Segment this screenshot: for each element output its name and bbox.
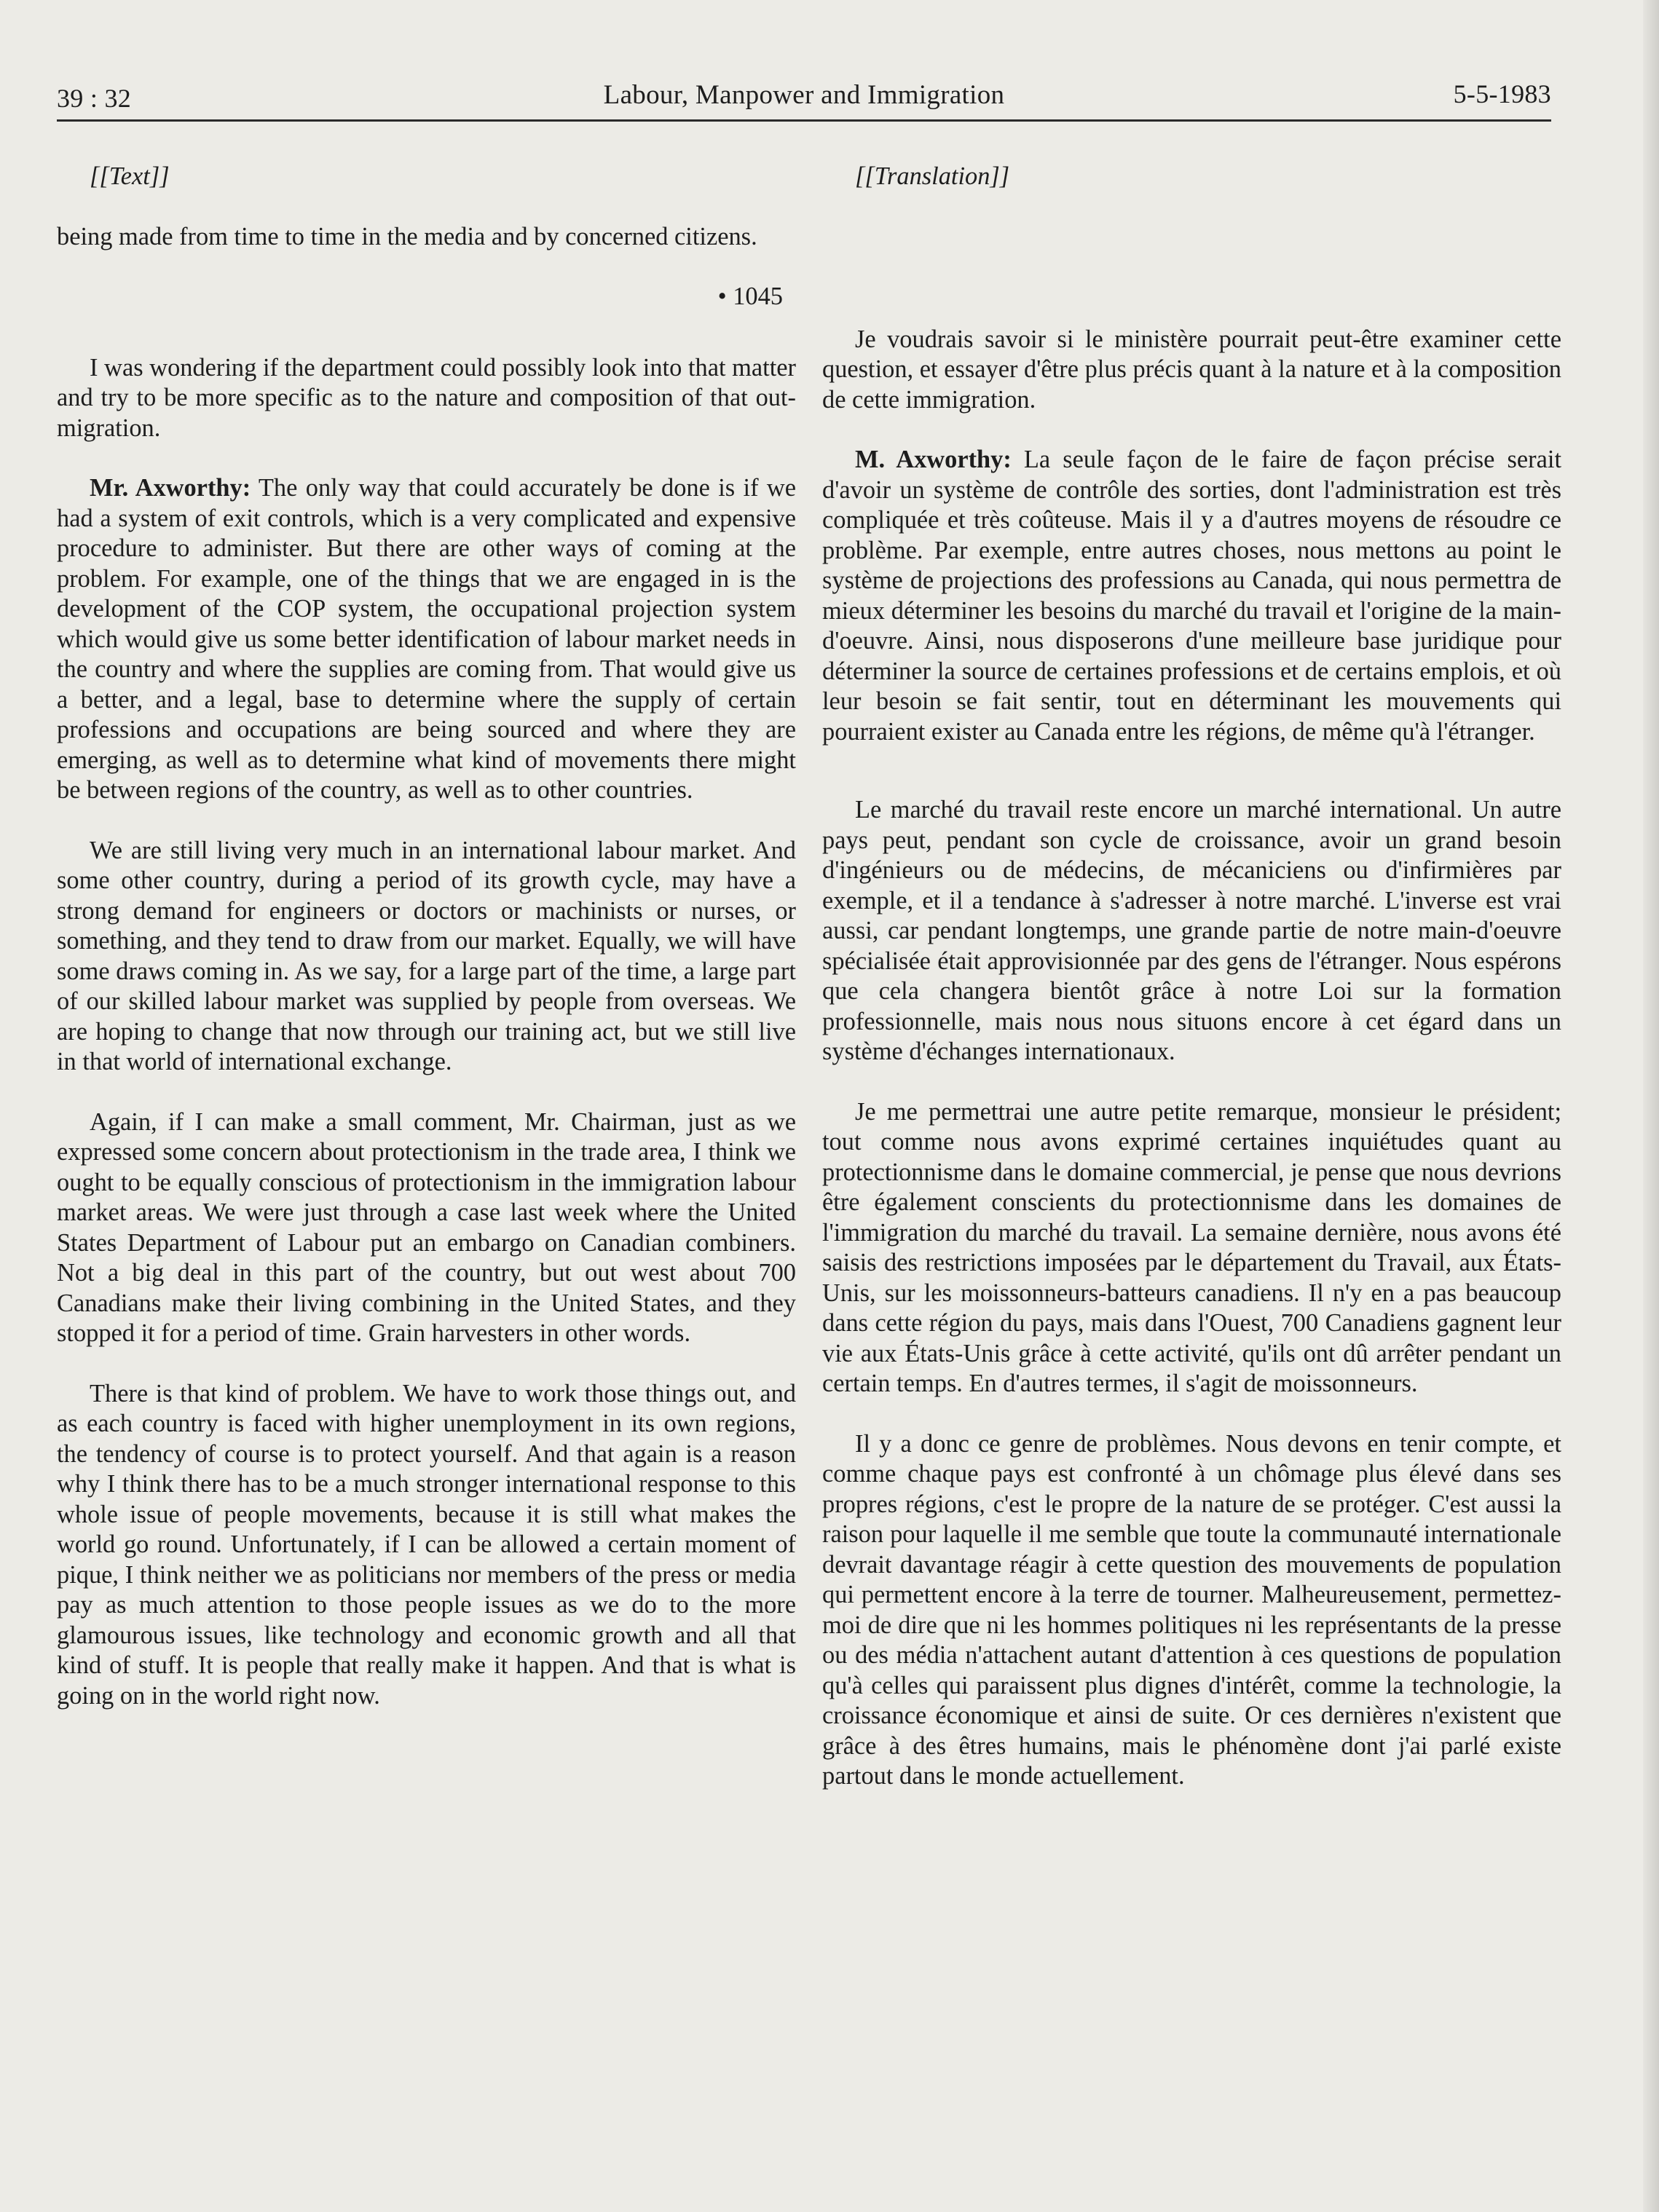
text-marker: [[Text]] [90,162,170,190]
running-header [57,77,1551,122]
header-date: 5-5-1983 [1453,79,1551,108]
paragraph: We are still living very much in an international labour market. And some other country, during a period of its growth cycle, may have a strong demand for engineers or doctors or machinists or nurses, or something, and they tend to draw from our market. Equally, we will have some draws coming in. As we say, for a large part of the time, a large part of our skilled labour market was supplied by people from overseas. We are hoping to change that now through our training act, but we still live in that world of international exchange. [57,836,796,1075]
french-column [822,162,1561,1822]
text-marker-label: [Text] [99,162,160,190]
paragraph-axworthy [822,445,1561,747]
paragraph: Le marché du travail reste encore un marché international. Un autre pays peut, pendant son cycle de croissance, avoir un grand besoin d'ingénieurs ou de médecins, de mécaniciens ou d'infirmières par exemple, et il a tendance à s'adresser à notre marché. L'inverse est vrai aussi, car pendant longtemps, une grande partie de notre main-d'oeuvre spécialisée était approvisionnée par des gens de l'étranger. Nous espérons que cela changera bientôt grâce à notre Loi sur la formation professionnelle, mais nous nous situons encore à cet égard dans un système d'échanges internationaux. [822,796,1561,1065]
speaker-name: M. Axworthy: [855,446,1012,473]
paragraph: I was wondering if the department could possibly look into that matter and try to be more specific as to the nature and composition of that out-migration. [57,353,796,442]
paragraph: Il y a donc ce genre de problèmes. Nous devons en tenir compte, et comme chaque pays est confronté à un chômage plus élevé dans ses propres régions, c'est le propre de la nature de se protéger. C'est aussi la raison pour laquelle il me semble que toute la communauté internationale devrait davantage réagir à cette question des mouvements de population qui permettent encore à la terre de tourner. Malheureusement, permettez-moi de dire que ni les hommes politiques ni les représentants de la presse ou des média n'attachent autant d'attention à ces questions de population qu'à celles qui paraissent plus dignes d'intérêt, comme la technologie, la croissance économique et ainsi de suite. Or ces dernières n'existent que grâce à des êtres humains, mais le phénomène dont j'ai parlé existe partout dans le monde actuellement. [822,1429,1561,1790]
translation-marker-label: [Translation] [864,162,1000,190]
paragraph: Again, if I can make a small comment, Mr. Chairman, just as we expressed some concern about protectionism in the trade area, I think we ought to be equally conscious of protectionism in the immigration labour market areas. We were just through a case last week where the United States Department of Labour put an embargo on Canadian combiners. Not a big deal in this part of the country, but out west about 700 Canadians make their living combining in the United States, and they stopped it for a period of time. Grain harvesters in other words. [57,1107,796,1347]
speech-text: La seule façon de le faire de façon précise serait d'avoir un système de contrôle des sorties, dont l'administration est très compliquée et très coûteuse. Mais il y a d'autres moyens de résoudre ce problème. Par exemple, entre autres choses, nous mettons au point le système de projections des professions au Canada, qui nous permettra de mieux déterminer les besoins du marché du travail et l'origine de la main-d'oeuvre. Ainsi, nous disposerons d'une meilleure base juridique pour déterminer la source de certaines professions et de certains emplois, et où leur besoin se fait sentir, tout en déterminant les mouvements qui pourraient exister au Canada entre les régions, de même qu'à l'étranger. [822,446,1562,746]
paragraph: Je voudrais savoir si le ministère pourrait peut-être examiner cette question, et essayer d'être plus précis quant à la nature et à la composition de cette immigration. [822,325,1561,414]
page-number: 39 : 32 [57,84,132,113]
paragraph: Je me permettrai une autre petite remarque, monsieur le président; tout comme nous avons exprimé certaines inquiétudes quant au protectionnisme dans le domaine commercial, je pense que nous devrions être également conscients du protectionnisme dans les domaines de l'immigration du marché du travail. La semaine dernière, nous avons été saisis des restrictions imposées par le département du Travail, aux États-Unis, sur les moissonneurs-batteurs canadiens. Il n'y en a pas beaucoup dans cette région du pays, mais dans l'Ouest, 700 Canadiens gagnent leur vie aux États-Unis grâce à cette activité, qu'ils ont dû arrêter pendant un certain temps. En d'autres termes, il s'agit de moissonneurs. [822,1097,1561,1397]
page-edge [1643,0,1659,2212]
translation-marker: [[Translation]] [855,162,1010,190]
timestamp: • 1045 [717,283,783,310]
speaker-name: Mr. Axworthy: [90,474,251,502]
paragraph-continuation: being made from time to time in the media and by concerned citizens. [57,222,757,250]
paragraph: There is that kind of problem. We have to work those things out, and as each country is faced with higher unemployment in its own regions, the tendency of course is to protect yourself. And that again is a reason why I think there has to be a much stronger international response to this whole issue of people movements, because it is still what makes the world go round. Unfortunately, if I can be allowed a certain moment of pique, I think neither we as politicians nor members of the press or media pay as much attention to those people issues as we do to the more glamourous issues, like technology and economic growth and all that kind of stuff. It is people that really make it happen. And that is what is going on in the world right now. [57,1379,796,1710]
header-title: Labour, Manpower and Immigration [603,80,1005,110]
paragraph-axworthy [57,473,796,806]
english-column [57,162,796,1741]
speech-text: The only way that could accurately be done is if we had a system of exit controls, which is a very complicated and expensive procedure to administer. But there are other ways of coming at the problem. For example, one of the things that we are engaged in is the development of the COP system, the occupational projection system which would give us some better identification of labour market needs in the country and where the supplies are coming from. That would give us a better, and a legal, base to determine where the supply of certain professions and occupations are being sourced and where they are emerging, as well as to determine what kind of movements there might be between regions of the country, as well as to other countries. [57,474,796,804]
